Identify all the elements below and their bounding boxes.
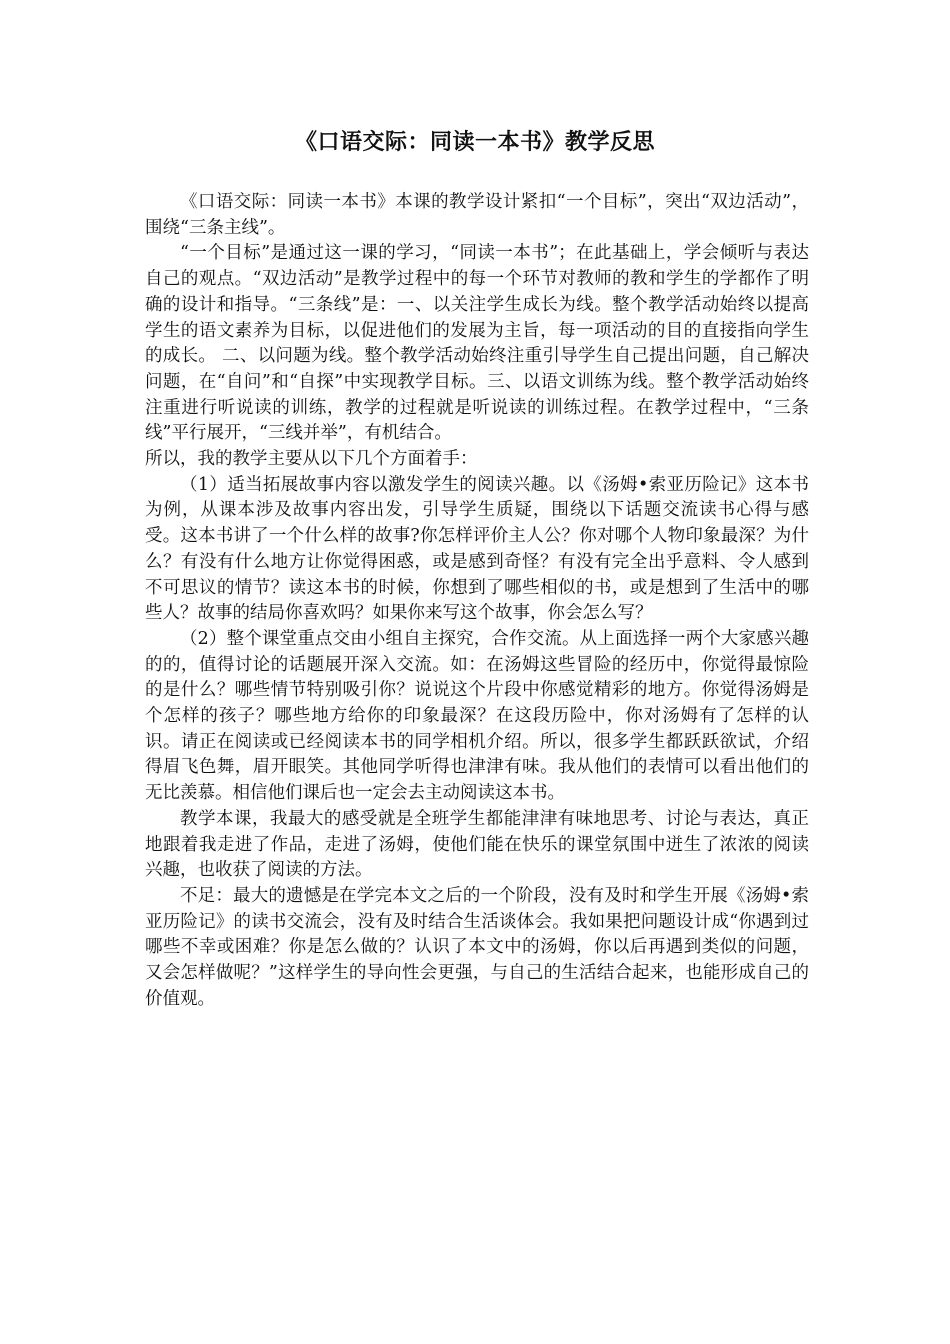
paragraph-point-2: （2）整个课堂重点交由小组自主探究，合作交流。从上面选择一两个大家感兴趣的的，值得讨论的话题展开深入交流。如：在汤姆这些冒险的经历中，你觉得最惊险的是什么？哪些情节特别吸引你？说说这个片段中你感觉精彩的地方。你觉得汤姆是个怎样的孩子？哪些地方给你的印象最深？在这段历险中，你对汤姆有了怎样的认识。请正在阅读或已经阅读本书的同学相机介绍。所以，很多学生都跃跃欲试，介绍得眉飞色舞，眉开眼笑。其他同学听得也津津有味。我从他们的表情可以看出他们的无比羡慕。相信他们课后也一定会去主动阅读这本书。 [145,628,809,804]
paragraph-point-1: （1）适当拓展故事内容以激发学生的阅读兴趣。以《汤姆•索亚历险记》这本书为例，从课本涉及故事内容出发，引导学生质疑，围绕以下话题交流读书心得与感受。这本书讲了一个什么样的故事?你怎样评价主人公？你对哪个人物印象最深？为什么？有没有什么地方让你觉得困惑，或是感到奇怪？有没有完全出乎意料、令人感到不可思议的情节？读这本书的时候，你想到了哪些相似的书，或是想到了生活中的哪些人？故事的结局你喜欢吗？如果你来写这个故事，你会怎么写？ [145,474,809,624]
paragraph-approach: 所以，我的教学主要从以下几个方面着手： [145,449,478,470]
paragraph-reflection: 教学本课，我最大的感受就是全班学生都能津津有味地思考、讨论与表达，真正地跟着我走进了作品，走进了汤姆，使他们能在快乐的课堂氛围中迸生了浓浓的阅读兴趣，也收获了阅读的方法。 [145,808,809,881]
page-title: 《口语交际：同读一本书》教学反思 [294,130,655,155]
document-body [145,190,809,1013]
paragraph-shortcoming: 不足：最大的遗憾是在学完本文之后的一个阶段，没有及时和学生开展《汤姆•索亚历险记》的读书交流会，没有及时结合生活谈体会。我如果把问题设计成“你遇到过哪些不幸或困难？你是怎么做的？认识了本文中的汤姆，你以后再遇到类似的问题，又会怎样做呢？”这样学生的导向性会更强，与自己的生活结合起来，也能形成自己的价值观。 [145,885,809,1009]
paragraph-three-lines: “一个目标”是通过这一课的学习，“同读一本书”；在此基础上，学会倾听与表达自己的观点。“双边活动”是教学过程中的每一个环节对教师的教和学生的学都作了明确的设计和指导。“三条线”是：一、以关注学生成长为线。整个教学活动始终以提高学生的语文素养为目标，以促进他们的发展为主旨，每一项活动的目的直接指向学生的成长。 二、以问题为线。整个教学活动始终注重引导学生自己提出问题，自己解决问题，在“自问”和“自探”中实现教学目标。三、以语文训练为线。整个教学活动始终注重进行听说读的训练，教学的过程就是听说读的训练过程。在教学过程中，“三条线”平行展开，“三线并举”，有机结合。 [145,243,809,444]
paragraph-intro: 《口语交际：同读一本书》本课的教学设计紧扣“一个目标”，突出“双边活动”，围绕“三条主线”。 [145,192,809,238]
